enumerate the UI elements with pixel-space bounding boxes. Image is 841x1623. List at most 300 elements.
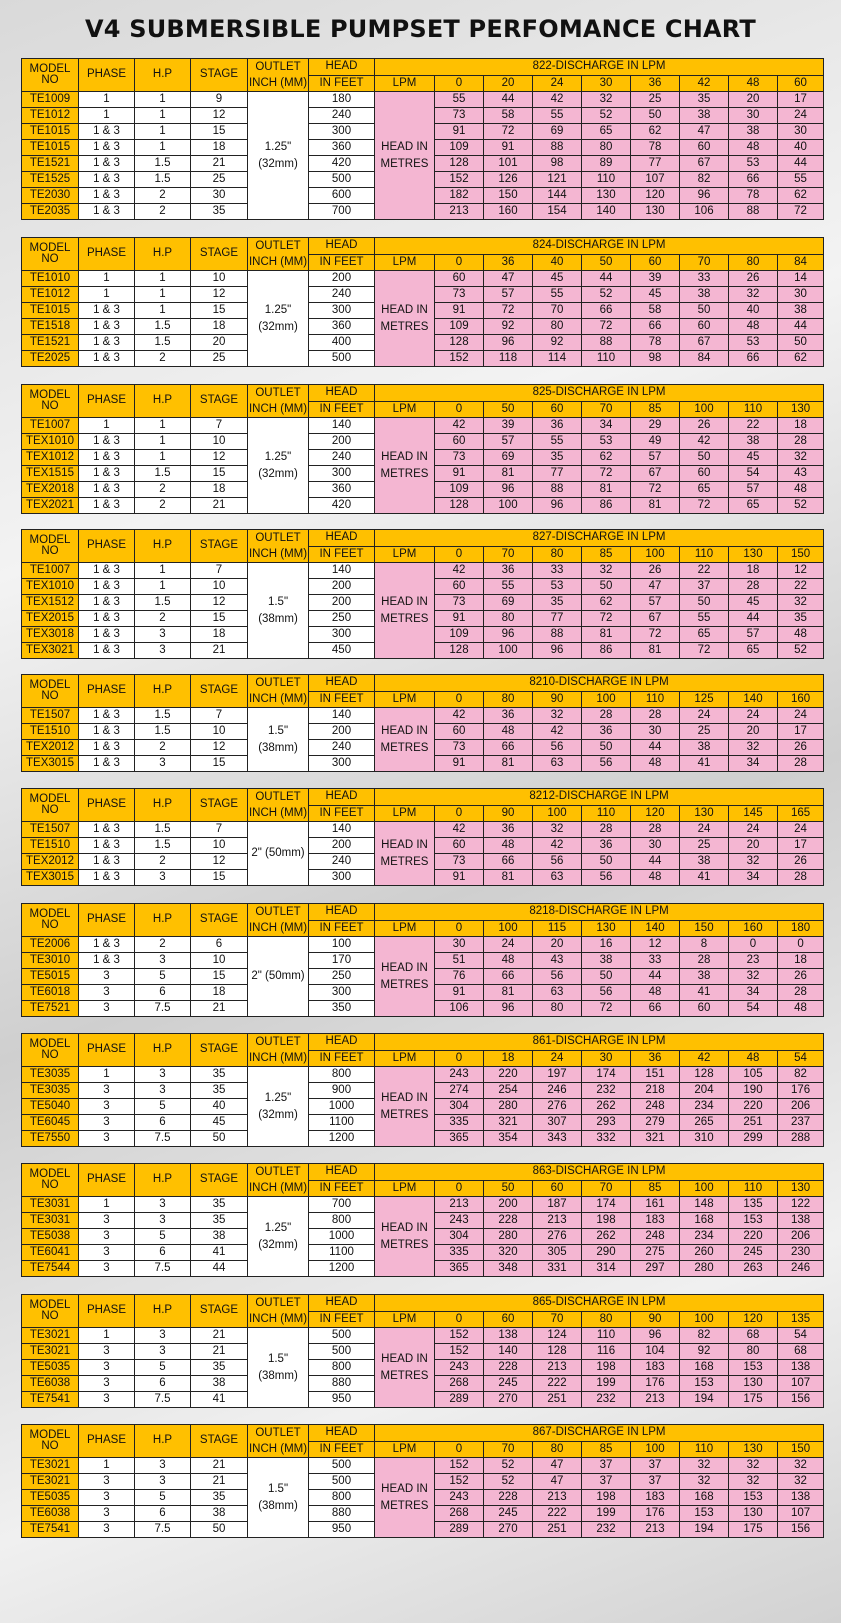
head-metres-value: 65: [680, 482, 729, 498]
performance-tables: [21, 58, 823, 1538]
stage-value: 15: [191, 870, 248, 886]
hp-value: 3: [135, 1213, 191, 1229]
performance-table: [21, 384, 824, 514]
head-metres-value: 30: [778, 287, 824, 303]
head-metres-value: 38: [582, 953, 631, 969]
label-line: NO: [41, 1049, 59, 1061]
table-row: [22, 92, 824, 108]
lpm-value: 48: [729, 75, 778, 92]
stage-header: STAGE: [191, 59, 248, 92]
head-metres-value: 153: [680, 1506, 729, 1522]
head-header: HEAD: [309, 789, 375, 806]
lpm-header: LPM: [375, 546, 435, 563]
outlet-header: [248, 1164, 309, 1197]
head-metres-value: 263: [729, 1261, 778, 1277]
model-number: TE6018: [22, 985, 79, 1001]
head-metres-value: 37: [582, 1458, 631, 1474]
lpm-value: 36: [631, 75, 680, 92]
head-metres-value: 199: [582, 1506, 631, 1522]
head-metres-value: 63: [533, 870, 582, 886]
lpm-header: LPM: [375, 1311, 435, 1328]
head-metres-value: 0: [729, 937, 778, 953]
head-metres-value: 56: [533, 969, 582, 985]
head-metres-value: 28: [778, 985, 824, 1001]
label-line: NO: [41, 1440, 59, 1452]
head-metres-value: 57: [729, 482, 778, 498]
in-feet-header: IN FEET: [309, 1311, 375, 1328]
header-row: [22, 530, 824, 547]
outlet-size: 1.25" (32mm): [248, 1067, 309, 1147]
head-metres-value: 77: [631, 156, 680, 172]
performance-table: [21, 1424, 824, 1538]
model-number: TE7541: [22, 1522, 79, 1538]
head-metres-value: 199: [582, 1376, 631, 1392]
lpm-value: 40: [533, 254, 582, 271]
head-metres-value: 246: [778, 1261, 824, 1277]
head-feet-value: 400: [309, 335, 375, 351]
head-metres-value: 307: [533, 1115, 582, 1131]
label-line: INCH (MM): [248, 403, 308, 415]
phase-value: 3: [79, 1083, 135, 1099]
lpm-value: 110: [680, 1441, 729, 1458]
head-feet-value: 880: [309, 1506, 375, 1522]
head-metres-value: 270: [484, 1392, 533, 1408]
head-metres-value: 124: [533, 1328, 582, 1344]
head-metres-value: 156: [778, 1522, 824, 1538]
head-metres-value: 128: [435, 156, 484, 172]
head-feet-value: 140: [309, 708, 375, 724]
head-header: HEAD: [309, 904, 375, 921]
model-number: TEX3015: [22, 756, 79, 772]
table-gap: [21, 1017, 823, 1033]
head-metres-value: 243: [435, 1360, 484, 1376]
head-metres-value: 50: [582, 854, 631, 870]
head-metres-value: 52: [778, 498, 824, 514]
head-metres-value: 32: [778, 1458, 824, 1474]
head-metres-value: 38: [680, 854, 729, 870]
head-metres-value: 24: [680, 822, 729, 838]
head-metres-value: 50: [680, 303, 729, 319]
head-metres-value: 34: [582, 418, 631, 434]
head-metres-value: 50: [680, 450, 729, 466]
stage-value: 12: [191, 854, 248, 870]
model-number: TE3010: [22, 953, 79, 969]
lpm-value: 145: [729, 805, 778, 822]
hp-value: 2: [135, 482, 191, 498]
phase-value: 1 & 3: [79, 854, 135, 870]
model-number: TE3021: [22, 1458, 79, 1474]
stage-value: 15: [191, 466, 248, 482]
phase-value: 1 & 3: [79, 595, 135, 611]
stage-header: STAGE: [191, 1295, 248, 1328]
head-metres-value: 33: [680, 271, 729, 287]
stage-value: 10: [191, 724, 248, 740]
head-metres-value: 152: [435, 172, 484, 188]
stage-value: 38: [191, 1229, 248, 1245]
head-metres-value: 176: [778, 1083, 824, 1099]
table-row: [22, 1067, 824, 1083]
head-in-metres-label: HEAD IN METRES: [375, 708, 435, 772]
stage-value: 41: [191, 1392, 248, 1408]
stage-value: 21: [191, 1474, 248, 1490]
head-metres-value: 187: [533, 1197, 582, 1213]
header-row: [22, 59, 824, 76]
model-number: TEX2015: [22, 611, 79, 627]
head-metres-value: 81: [582, 627, 631, 643]
head-metres-value: 37: [631, 1458, 680, 1474]
hp-value: 1.5: [135, 466, 191, 482]
head-header: HEAD: [309, 385, 375, 402]
head-metres-value: 17: [778, 838, 824, 854]
head-feet-value: 240: [309, 740, 375, 756]
head-metres-value: 289: [435, 1392, 484, 1408]
head-metres-value: 110: [582, 351, 631, 367]
head-metres-value: 77: [533, 466, 582, 482]
head-metres-value: 53: [533, 579, 582, 595]
head-metres-value: 130: [582, 188, 631, 204]
head-metres-value: 63: [533, 985, 582, 1001]
label-line: MODEL: [29, 1167, 71, 1180]
outlet-header: [248, 385, 309, 418]
model-number: TEX1010: [22, 579, 79, 595]
hp-value: 7.5: [135, 1261, 191, 1277]
lpm-value: 100: [680, 401, 729, 418]
model-number: TE1507: [22, 708, 79, 724]
head-metres-value: 55: [484, 579, 533, 595]
stage-value: 18: [191, 627, 248, 643]
phase-header: PHASE: [79, 238, 135, 271]
head-metres-value: 73: [435, 740, 484, 756]
head-metres-value: 175: [729, 1392, 778, 1408]
head-metres-value: 276: [533, 1099, 582, 1115]
hp-value: 3: [135, 1344, 191, 1360]
head-metres-value: 122: [778, 1197, 824, 1213]
lpm-value: 42: [680, 1050, 729, 1067]
stage-value: 21: [191, 1328, 248, 1344]
head-metres-value: 138: [778, 1213, 824, 1229]
phase-value: 1 & 3: [79, 822, 135, 838]
head-metres-value: 262: [582, 1229, 631, 1245]
lpm-value: 100: [533, 805, 582, 822]
head-metres-value: 32: [582, 92, 631, 108]
header-row: [22, 1164, 824, 1181]
head-metres-value: 48: [631, 756, 680, 772]
head-metres-value: 120: [631, 188, 680, 204]
model-number: TE5038: [22, 1229, 79, 1245]
head-metres-value: 128: [435, 643, 484, 659]
head-metres-value: 91: [435, 985, 484, 1001]
hp-value: 5: [135, 1490, 191, 1506]
phase-value: 3: [79, 1360, 135, 1376]
head-metres-value: 65: [729, 643, 778, 659]
head-metres-value: 182: [435, 188, 484, 204]
performance-table: [21, 1033, 824, 1147]
lpm-value: 110: [729, 401, 778, 418]
in-feet-header: IN FEET: [309, 805, 375, 822]
hp-value: 3: [135, 756, 191, 772]
label-line: OUTLET: [255, 677, 301, 689]
lpm-value: 125: [680, 691, 729, 708]
model-header: [22, 904, 79, 937]
head-metres-value: 91: [435, 124, 484, 140]
head-metres-value: 53: [729, 156, 778, 172]
head-metres-value: 28: [778, 756, 824, 772]
stage-header: STAGE: [191, 675, 248, 708]
head-metres-value: 24: [778, 822, 824, 838]
outlet-header: [248, 789, 309, 822]
head-metres-value: 42: [435, 418, 484, 434]
in-feet-header: IN FEET: [309, 920, 375, 937]
stage-header: STAGE: [191, 904, 248, 937]
head-metres-value: 62: [631, 124, 680, 140]
lpm-value: 85: [582, 546, 631, 563]
head-metres-value: 40: [778, 140, 824, 156]
head-metres-value: 32: [729, 854, 778, 870]
model-number: TE6045: [22, 1115, 79, 1131]
head-metres-value: 60: [435, 579, 484, 595]
phase-value: 3: [79, 1229, 135, 1245]
head-metres-value: 65: [582, 124, 631, 140]
head-in-metres-label: HEAD IN METRES: [375, 1197, 435, 1277]
model-number: TE1518: [22, 319, 79, 335]
stage-value: 15: [191, 969, 248, 985]
head-in-metres-label: HEAD IN METRES: [375, 937, 435, 1017]
head-metres-value: 73: [435, 595, 484, 611]
head-metres-value: 130: [729, 1376, 778, 1392]
hp-value: 3: [135, 1328, 191, 1344]
head-metres-value: 106: [680, 204, 729, 220]
head-metres-value: 45: [533, 271, 582, 287]
stage-value: 21: [191, 1001, 248, 1017]
label-line: OUTLET: [255, 791, 301, 803]
stage-value: 35: [191, 1083, 248, 1099]
outlet-size: 1.25" (32mm): [248, 1197, 309, 1277]
label-line: INCH (MM): [248, 1313, 308, 1325]
lpm-value: 24: [533, 75, 582, 92]
head-metres-value: 42: [680, 434, 729, 450]
phase-header: PHASE: [79, 59, 135, 92]
head-metres-value: 72: [582, 319, 631, 335]
stage-value: 9: [191, 92, 248, 108]
stage-value: 38: [191, 1376, 248, 1392]
lpm-value: 165: [778, 805, 824, 822]
head-feet-value: 250: [309, 611, 375, 627]
table-gap: [21, 1408, 823, 1424]
head-metres-value: 38: [680, 287, 729, 303]
hp-value: 5: [135, 969, 191, 985]
hp-value: 6: [135, 1245, 191, 1261]
head-metres-value: 42: [435, 708, 484, 724]
hp-value: 1: [135, 418, 191, 434]
head-metres-value: 268: [435, 1376, 484, 1392]
head-feet-value: 600: [309, 188, 375, 204]
label-line: MODEL: [29, 1037, 71, 1050]
head-metres-value: 91: [435, 303, 484, 319]
phase-header: PHASE: [79, 789, 135, 822]
hp-header: H.P: [135, 1164, 191, 1197]
label-line: INCH (MM): [248, 1052, 308, 1064]
lpm-value: 50: [484, 1180, 533, 1197]
stage-value: 12: [191, 740, 248, 756]
head-in-metres-label: HEAD IN METRES: [375, 418, 435, 514]
head-metres-value: 35: [680, 92, 729, 108]
head-metres-value: 60: [435, 724, 484, 740]
table-gap: [21, 367, 823, 384]
head-metres-value: 304: [435, 1099, 484, 1115]
outlet-header: [248, 530, 309, 563]
outlet-header: [248, 59, 309, 92]
hp-value: 1.5: [135, 708, 191, 724]
head-metres-value: 44: [631, 969, 680, 985]
page-title: V4 SUBMERSIBLE PUMPSET PERFOMANCE CHART: [85, 15, 756, 43]
head-header: HEAD: [309, 675, 375, 692]
stage-value: 20: [191, 335, 248, 351]
head-feet-value: 200: [309, 434, 375, 450]
head-feet-value: 240: [309, 108, 375, 124]
stage-value: 10: [191, 838, 248, 854]
phase-header: PHASE: [79, 1164, 135, 1197]
head-metres-value: 30: [631, 724, 680, 740]
performance-table: [21, 237, 824, 367]
head-metres-value: 32: [533, 822, 582, 838]
head-metres-value: 175: [729, 1522, 778, 1538]
phase-value: 1 & 3: [79, 335, 135, 351]
head-metres-value: 128: [533, 1344, 582, 1360]
head-metres-value: 8: [680, 937, 729, 953]
head-metres-value: 106: [435, 1001, 484, 1017]
head-metres-value: 28: [582, 708, 631, 724]
head-feet-value: 1100: [309, 1115, 375, 1131]
head-metres-value: 348: [484, 1261, 533, 1277]
head-metres-value: 88: [533, 140, 582, 156]
phase-value: 1: [79, 418, 135, 434]
head-metres-value: 36: [582, 838, 631, 854]
head-metres-value: 154: [533, 204, 582, 220]
head-metres-value: 17: [778, 724, 824, 740]
lpm-value: 180: [778, 920, 824, 937]
outlet-header: [248, 675, 309, 708]
head-metres-value: 50: [582, 969, 631, 985]
model-number: TE5035: [22, 1360, 79, 1376]
head-metres-value: 35: [533, 595, 582, 611]
label-line: OUTLET: [255, 1427, 301, 1439]
head-metres-value: 69: [484, 450, 533, 466]
head-metres-value: 53: [582, 434, 631, 450]
head-metres-value: 335: [435, 1115, 484, 1131]
head-metres-value: 116: [582, 1344, 631, 1360]
head-metres-value: 47: [533, 1474, 582, 1490]
label-line: INCH (MM): [248, 807, 308, 819]
hp-value: 1.5: [135, 319, 191, 335]
head-feet-value: 500: [309, 1328, 375, 1344]
outlet-size: 1.25" (32mm): [248, 271, 309, 367]
head-metres-value: 222: [533, 1376, 582, 1392]
hp-value: 3: [135, 643, 191, 659]
head-metres-value: 57: [631, 450, 680, 466]
lpm-header: LPM: [375, 920, 435, 937]
head-metres-value: 60: [435, 434, 484, 450]
head-metres-value: 232: [582, 1392, 631, 1408]
head-metres-value: 128: [435, 498, 484, 514]
phase-header: PHASE: [79, 530, 135, 563]
head-metres-value: 56: [582, 870, 631, 886]
head-metres-value: 49: [631, 434, 680, 450]
head-metres-value: 81: [631, 498, 680, 514]
lpm-header: LPM: [375, 254, 435, 271]
model-number: TE1012: [22, 287, 79, 303]
head-metres-value: 220: [729, 1229, 778, 1245]
model-number: TE3021: [22, 1328, 79, 1344]
head-metres-value: 91: [435, 611, 484, 627]
in-feet-header: IN FEET: [309, 254, 375, 271]
head-metres-value: 161: [631, 1197, 680, 1213]
stage-value: 15: [191, 303, 248, 319]
head-metres-value: 128: [435, 335, 484, 351]
phase-value: 3: [79, 969, 135, 985]
head-metres-value: 151: [631, 1067, 680, 1083]
head-metres-value: 234: [680, 1099, 729, 1115]
head-metres-value: 48: [631, 870, 680, 886]
lpm-value: 30: [582, 1050, 631, 1067]
model-number: TE5040: [22, 1099, 79, 1115]
stage-value: 35: [191, 1213, 248, 1229]
head-metres-value: 39: [484, 418, 533, 434]
head-metres-value: 56: [582, 756, 631, 772]
in-feet-header: IN FEET: [309, 1180, 375, 1197]
head-metres-value: 314: [582, 1261, 631, 1277]
head-feet-value: 180: [309, 92, 375, 108]
head-metres-value: 299: [729, 1131, 778, 1147]
head-metres-value: 254: [484, 1083, 533, 1099]
phase-value: 1 & 3: [79, 351, 135, 367]
head-metres-value: 39: [631, 271, 680, 287]
head-metres-value: 82: [778, 1067, 824, 1083]
stage-value: 25: [191, 172, 248, 188]
hp-value: 6: [135, 1506, 191, 1522]
discharge-title: 827-DISCHARGE IN LPM: [375, 530, 824, 547]
head-metres-value: 47: [680, 124, 729, 140]
model-header: [22, 675, 79, 708]
head-metres-value: 24: [729, 822, 778, 838]
hp-value: 7.5: [135, 1131, 191, 1147]
head-metres-value: 48: [631, 985, 680, 1001]
head-metres-value: 152: [435, 1328, 484, 1344]
head-metres-value: 32: [582, 563, 631, 579]
lpm-value: 130: [729, 546, 778, 563]
head-feet-value: 300: [309, 466, 375, 482]
stage-value: 40: [191, 1099, 248, 1115]
model-number: TE7521: [22, 1001, 79, 1017]
head-metres-value: 60: [680, 1001, 729, 1017]
head-metres-value: 50: [631, 108, 680, 124]
head-metres-value: 72: [631, 627, 680, 643]
head-metres-value: 220: [484, 1067, 533, 1083]
model-header: [22, 1425, 79, 1458]
model-number: TE2006: [22, 937, 79, 953]
label-line: INCH (MM): [248, 1182, 308, 1194]
head-metres-value: 66: [729, 351, 778, 367]
label-line: MODEL: [29, 792, 71, 805]
head-metres-value: 100: [484, 498, 533, 514]
hp-value: 1.5: [135, 838, 191, 854]
outlet-header: [248, 1034, 309, 1067]
outlet-size: 2" (50mm): [248, 822, 309, 886]
head-metres-value: 35: [778, 611, 824, 627]
head-metres-value: 280: [484, 1099, 533, 1115]
performance-table: [21, 788, 824, 886]
head-metres-value: 32: [778, 595, 824, 611]
head-metres-value: 176: [631, 1376, 680, 1392]
